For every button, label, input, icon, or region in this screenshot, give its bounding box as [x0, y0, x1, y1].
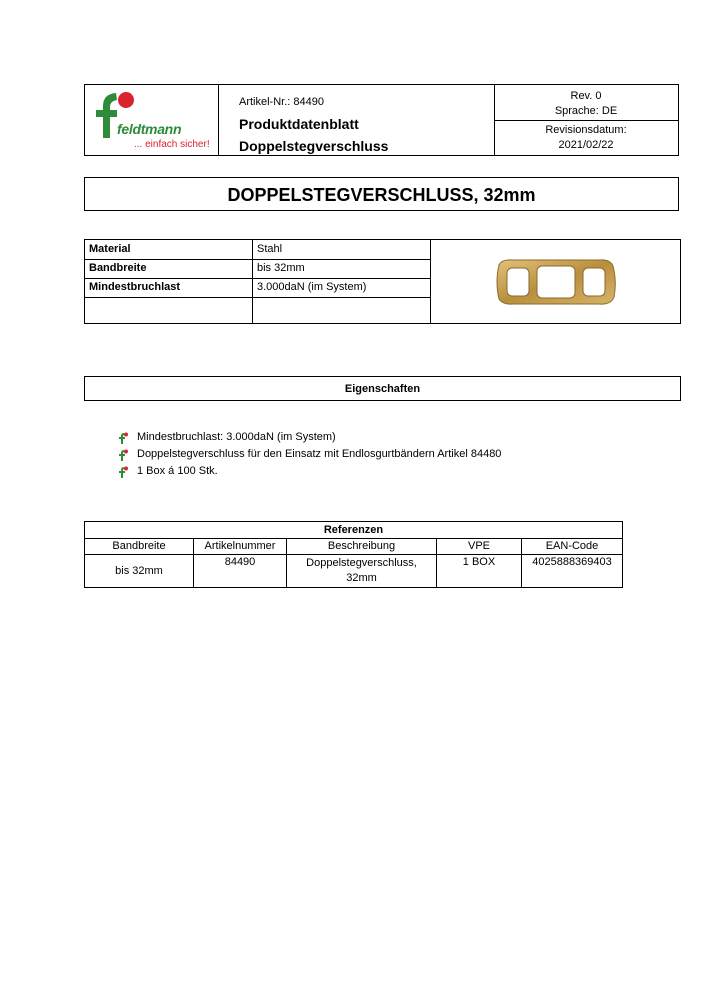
property-text: Doppelstegverschluss für den Einsatz mit Endlosgurtbändern Artikel 84480	[137, 448, 502, 460]
page-title: DOPPELSTEGVERSCHLUSS, 32mm	[84, 177, 679, 211]
logo-slogan: ... einfach sicher!	[134, 139, 210, 150]
spec-value: 3.000daN (im System)	[257, 281, 367, 293]
revision: Rev. 0	[570, 90, 602, 102]
spec-table	[84, 239, 681, 324]
spec-value: bis 32mm	[257, 262, 305, 274]
revision-date-label: Revisionsdatum:	[545, 124, 627, 136]
language: Sprache: DE	[554, 105, 618, 117]
description-line: 32mm	[346, 572, 377, 584]
header-title-cell	[218, 85, 495, 155]
header-product-name: Doppelstegverschluss	[239, 138, 389, 154]
spec-label: Material	[89, 243, 131, 255]
spec-row	[85, 297, 430, 323]
spec-label: Mindestbruchlast	[89, 281, 181, 293]
feldtmann-bullet-icon	[118, 449, 128, 461]
column-divider	[430, 240, 431, 323]
logo-wordmark: feldtmann	[117, 121, 182, 137]
table-cell: 1 BOX	[437, 555, 522, 587]
properties-heading: Eigenschaften	[84, 376, 681, 401]
buckle-product-image	[493, 257, 619, 307]
property-text: Mindestbruchlast: 3.000daN (im System)	[137, 431, 336, 443]
column-header: Artikelnummer	[194, 539, 287, 555]
table-cell: bis 32mm	[85, 555, 194, 587]
references-heading: Referenzen	[85, 522, 622, 539]
column-header: VPE	[437, 539, 522, 555]
spec-label: Bandbreite	[89, 262, 147, 274]
document-header	[84, 84, 679, 156]
spec-row	[85, 278, 430, 298]
spec-row	[85, 259, 430, 279]
column-header: Bandbreite	[85, 539, 194, 555]
spec-value: Stahl	[257, 243, 283, 255]
property-text: 1 Box á 100 Stk.	[137, 465, 218, 477]
revision-cell	[494, 85, 678, 121]
feldtmann-bullet-icon	[118, 466, 128, 478]
document-type: Produktdatenblatt	[239, 116, 359, 132]
table-cell: 84490	[194, 555, 287, 587]
revision-date-cell	[494, 121, 678, 155]
article-number: Artikel-Nr.: 84490	[239, 96, 324, 108]
logo-cell	[85, 85, 219, 155]
column-divider	[252, 240, 253, 323]
column-header: EAN-Code	[522, 539, 622, 555]
spec-row	[85, 240, 430, 260]
column-header: Beschreibung	[287, 539, 437, 555]
references-table	[84, 521, 623, 588]
revision-date: 2021/02/22	[558, 139, 614, 151]
table-cell: 4025888369403	[532, 556, 612, 568]
table-cell	[287, 555, 437, 587]
feldtmann-bullet-icon	[118, 432, 128, 444]
description-line: Doppelstegverschluss,	[306, 557, 417, 569]
